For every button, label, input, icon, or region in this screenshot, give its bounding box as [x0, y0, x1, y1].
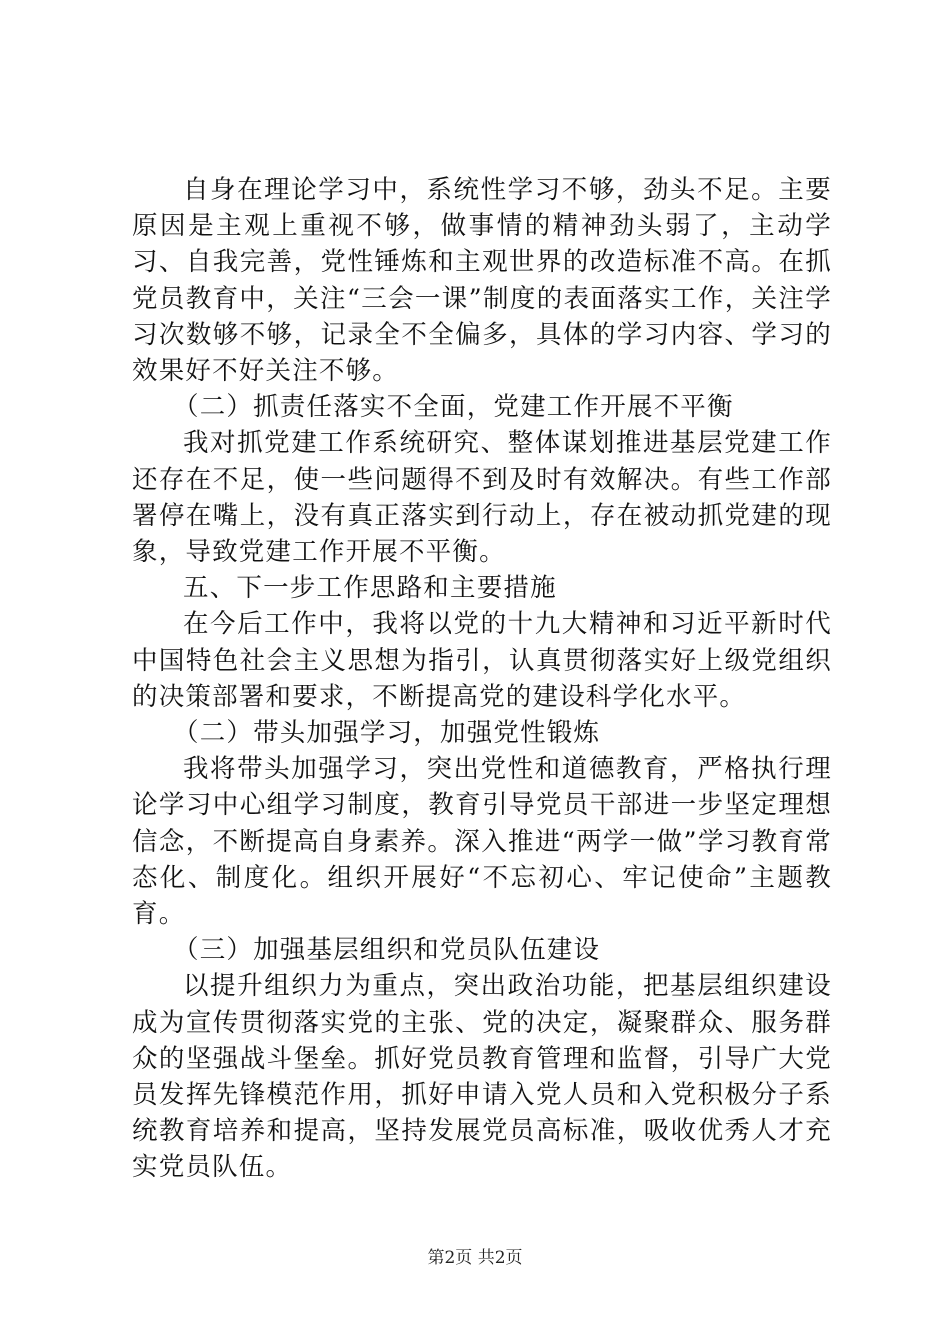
paragraph-future-work: 在今后工作中，我将以党的十九大精神和习近平新时代中国特色社会主义思想为指引，认真贯彻落实好上级党组织的决策部署和要求，不断提高党的建设科学化水平。: [132, 609, 832, 712]
paragraph-theory-study: 自身在理论学习中，系统性学习不够，劲头不足。主要原因是主观上重视不够，做事情的精神劲头弱了，主动学习、自我完善，党性锤炼和主观世界的改造标准不高。在抓党员教育中，关注“三会一课”制度的表面落实工作，关注学习次数够不够，记录全不全偏多，具体的学习内容、学习的效果好不好关注不够。: [132, 175, 832, 387]
paragraph-strengthen-study: 我将带头加强学习，突出党性和道德教育，严格执行理论学习中心组学习制度，教育引导党员干部进一步坚定理想信念，不断提高自身素养。深入推进“两学一做”学习教育常态化、制度化。组织开展好“不忘初心、牢记使命”主题教育。: [132, 754, 832, 930]
paragraph-grassroots-organization: 以提升组织力为重点，突出政治功能，把基层组织建设成为宣传贯彻落实党的主张、党的决定，凝聚群众、服务群众的坚强战斗堡垒。抓好党员教育管理和监督，引导广大党员发挥先锋模范作用，抓好申请入党人员和入党积极分子系统教育培养和提高，坚持发展党员高标准，吸收优秀人才充实党员队伍。: [132, 971, 832, 1183]
heading-strengthen-study: （二）带头加强学习，加强党性锻炼: [173, 718, 601, 749]
page-number-footer: 第2页 共2页: [427, 1248, 523, 1268]
heading-responsibility: （二）抓责任落实不全面，党建工作开展不平衡: [173, 392, 734, 423]
document-body: [132, 172, 832, 1186]
section-heading-next-steps: 五、下一步工作思路和主要措施: [183, 573, 557, 604]
paragraph-party-building: 我对抓党建工作系统研究、整体谋划推进基层党建工作还存在不足，使一些问题得不到及时有效解决。有些工作部署停在嘴上，没有真正落实到行动上，存在被动抓党建的现象，导致党建工作开展不平衡。: [132, 428, 832, 568]
heading-grassroots-organization: （三）加强基层组织和党员队伍建设: [173, 935, 601, 966]
